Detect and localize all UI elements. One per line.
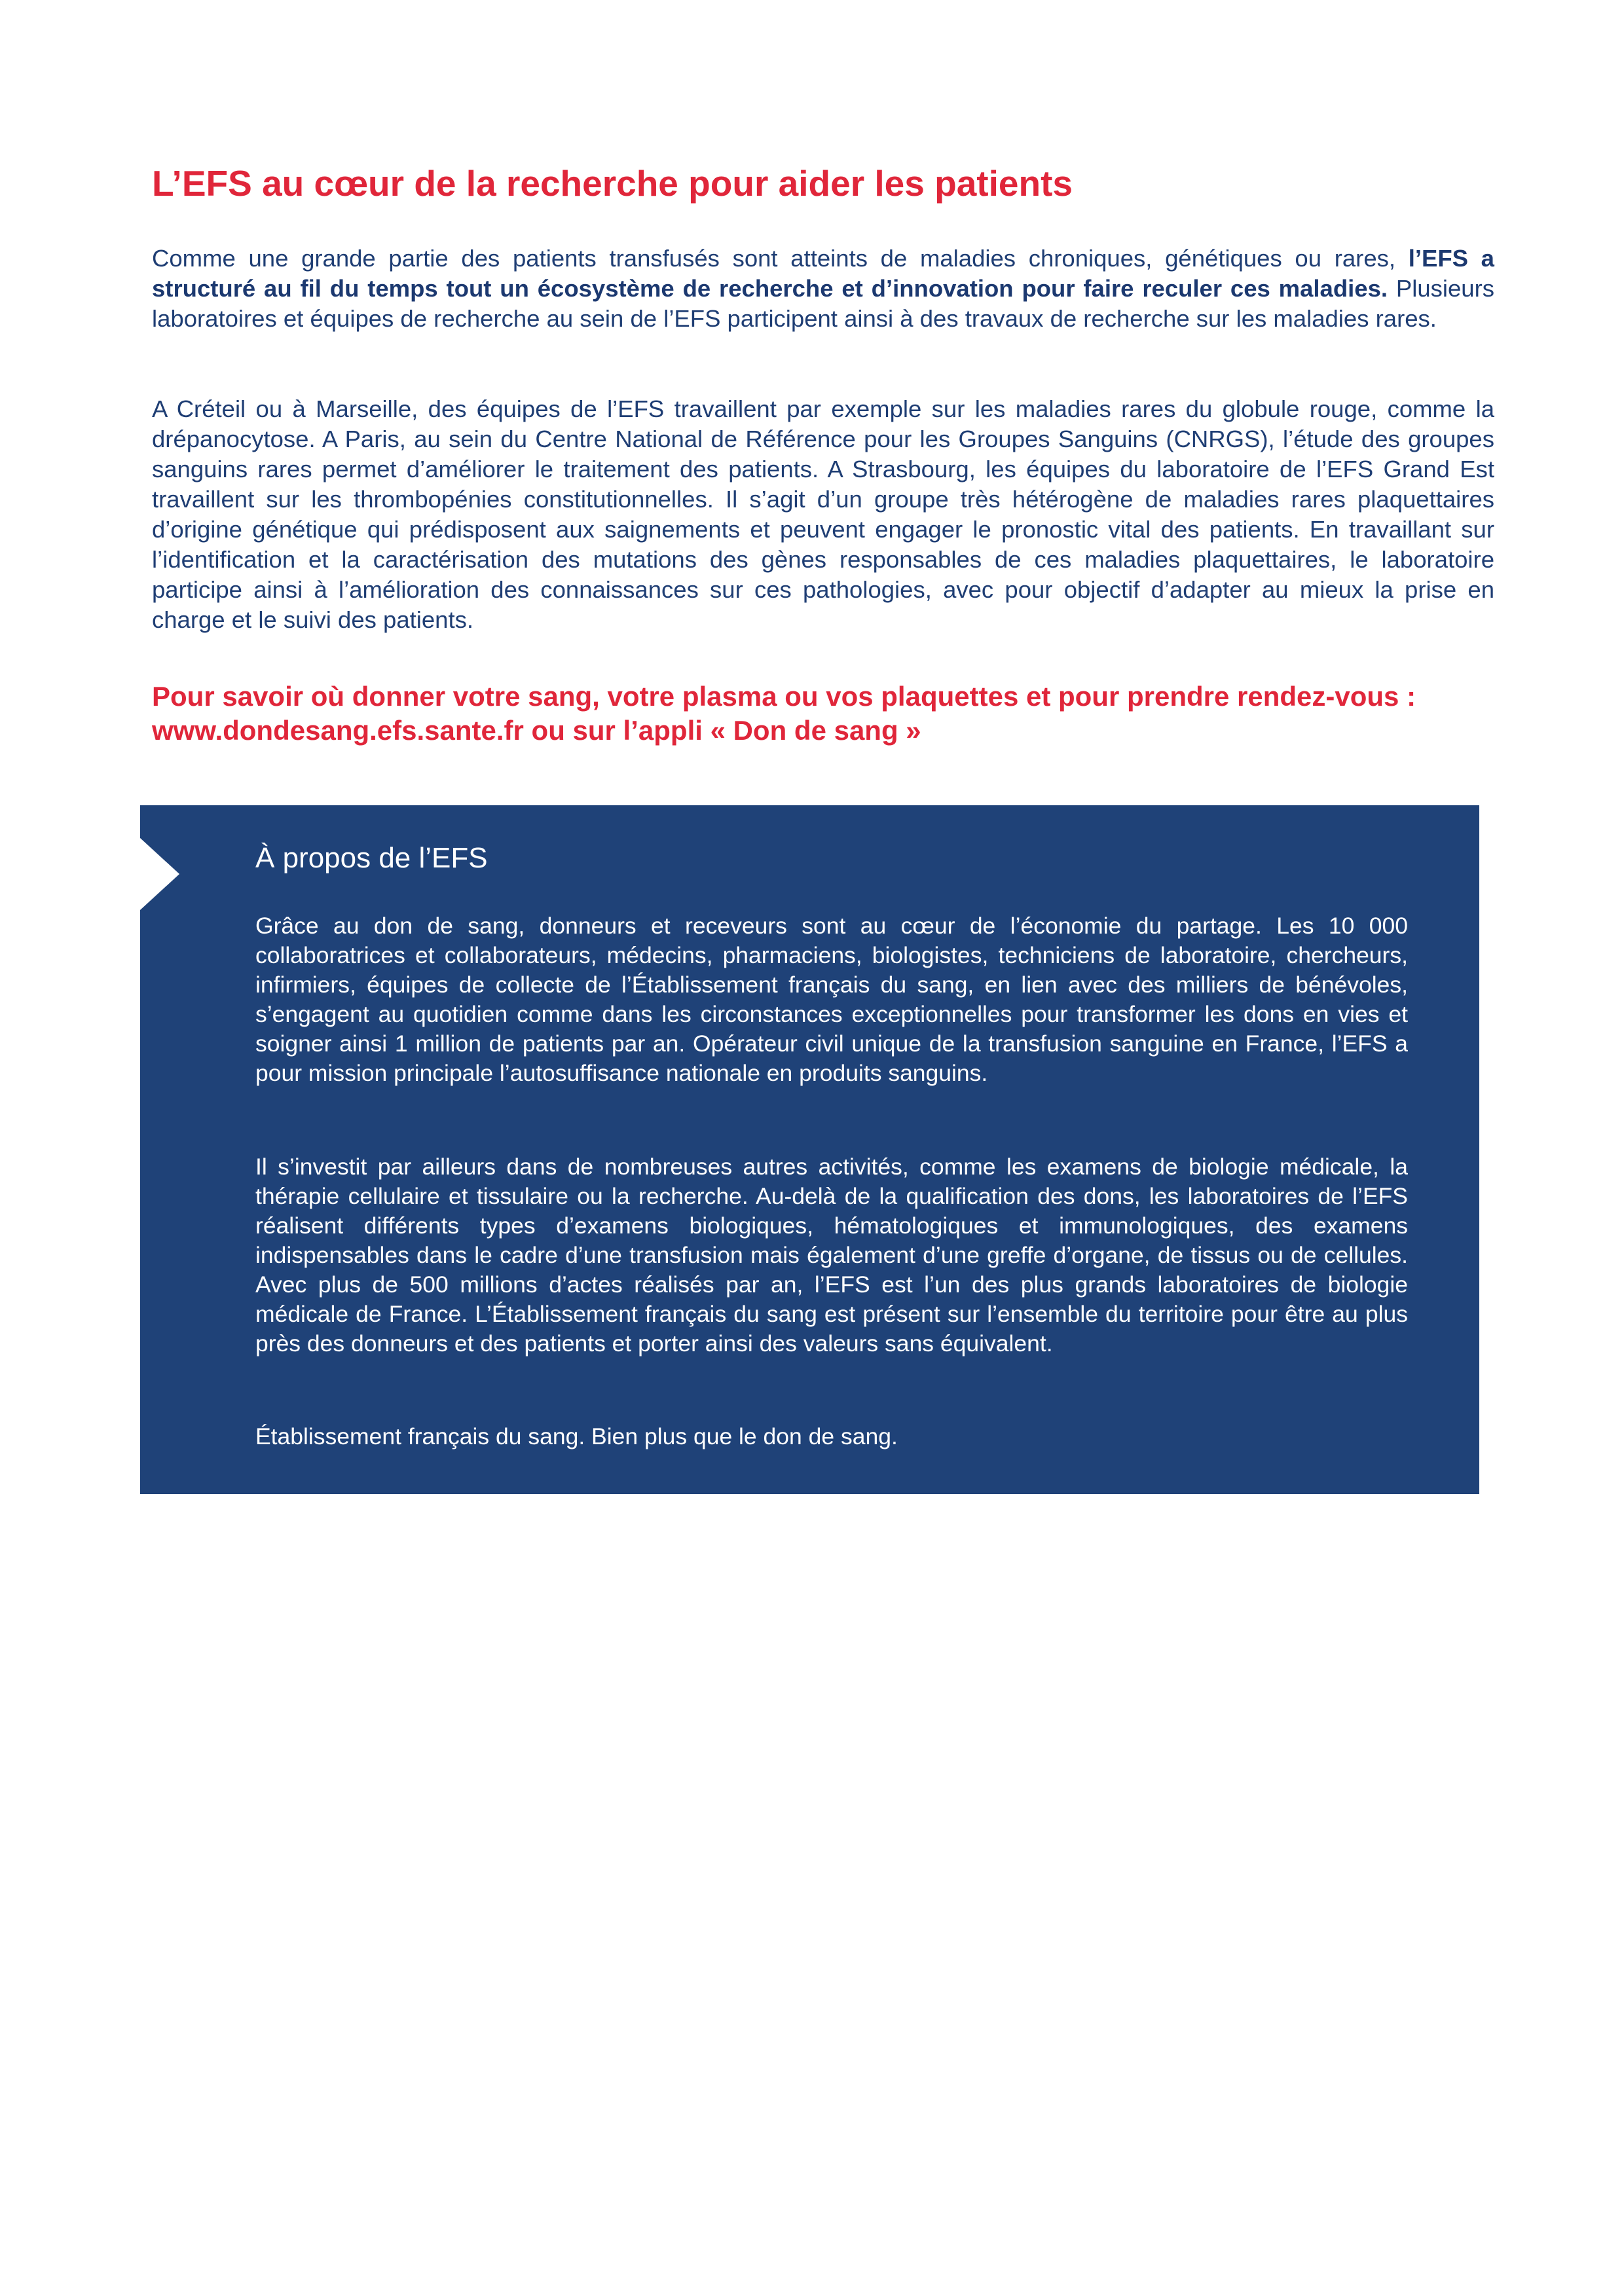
about-paragraph-2: Il s’investit par ailleurs dans de nombreuses autres activités, comme les examens de biologie médicale, la thérapie cellulaire et tissulaire ou la recherche. Au-delà de la qualification des dons, les laboratoires de l’EFS réalisent différents types d’examens biologiques, hématologiques et immunologiques, des examens indispensables dans le cadre d’une transfusion mais également d’une greffe d’organe, de tissus ou de cellules. Avec plus de 500 millions d’actes réalisés par an, l’EFS est l’un des plus grands laboratoires de biologie médicale de France. L’Établissement français du sang est présent sur l’ensemble du territoire pour être au plus près des donneurs et des patients et porter ainsi des valeurs sans équivalent. <box>255 1154 1408 1357</box>
about-title: À propos de l’EFS <box>255 842 488 874</box>
intro-paragraph <box>152 244 1494 334</box>
intro-bold-text: l’EFS a structuré au fil du temps tout un écosystème de recherche et d’innovation pour faire reculer ces maladies. <box>152 245 1494 302</box>
call-to-action: Pour savoir où donner votre sang, votre plasma ou vos plaquettes et pour prendre rendez-vous : www.dondesang.efs.sante.fr ou sur l’appli « Don de sang » <box>152 681 1416 746</box>
arrow-right-icon <box>140 838 179 910</box>
page-title: L’EFS au cœur de la recherche pour aider les patients <box>152 163 1073 204</box>
research-paragraph: A Créteil ou à Marseille, des équipes de l’EFS travaillent par exemple sur les maladies rares du globule rouge, comme la drépanocytose. A Paris, au sein du Centre National de Référence pour les Groupes Sanguins (CNRGS), l’étude des groupes sanguins rares permet d’améliorer le traitement des patients. A Strasbourg, les équipes du laboratoire de l’EFS Grand Est travaillent sur les thrombopénies constitutionnelles. Il s’agit d’un groupe très hétérogène de maladies rares plaquettaires d’origine génétique qui prédisposent aux saignements et peuvent engager le pronostic vital des patients. En travaillant sur l’identification et la caractérisation des mutations des gènes responsables de ces maladies plaquettaires, le laboratoire participe ainsi à l’amélioration des connaissances sur ces pathologies, avec pour objectif d’adapter au mieux la prise en charge et le suivi des patients. <box>152 395 1494 633</box>
about-paragraph-1: Grâce au don de sang, donneurs et receveurs sont au cœur de l’économie du partage. Les 10 000 collaboratrices et collaborateurs, médecins, pharmaciens, biologistes, techniciens de laboratoire, chercheurs, infirmiers, équipes de collecte de l’Établissement français du sang, en lien avec des milliers de bénévoles, s’engagent au quotidien comme dans les circonstances exceptionnelles pour transformer les dons en vies et soigner ainsi 1 million de patients par an. Opérateur civil unique de la transfusion sanguine en France, l’EFS a pour mission principale l’autosuffisance nationale en produits sanguins. <box>255 913 1408 1086</box>
about-tagline: Établissement français du sang. Bien plus que le don de sang. <box>255 1423 898 1449</box>
intro-text-before: Comme une grande partie des patients transfusés sont atteints de maladies chroniques, génétiques ou rares, <box>152 245 1409 272</box>
intro-text-after: Plusieurs laboratoires et équipes de recherche au sein de l’EFS participent ainsi à des travaux de recherche sur les maladies rares. <box>152 275 1494 332</box>
about-efs-box <box>140 805 1479 1494</box>
